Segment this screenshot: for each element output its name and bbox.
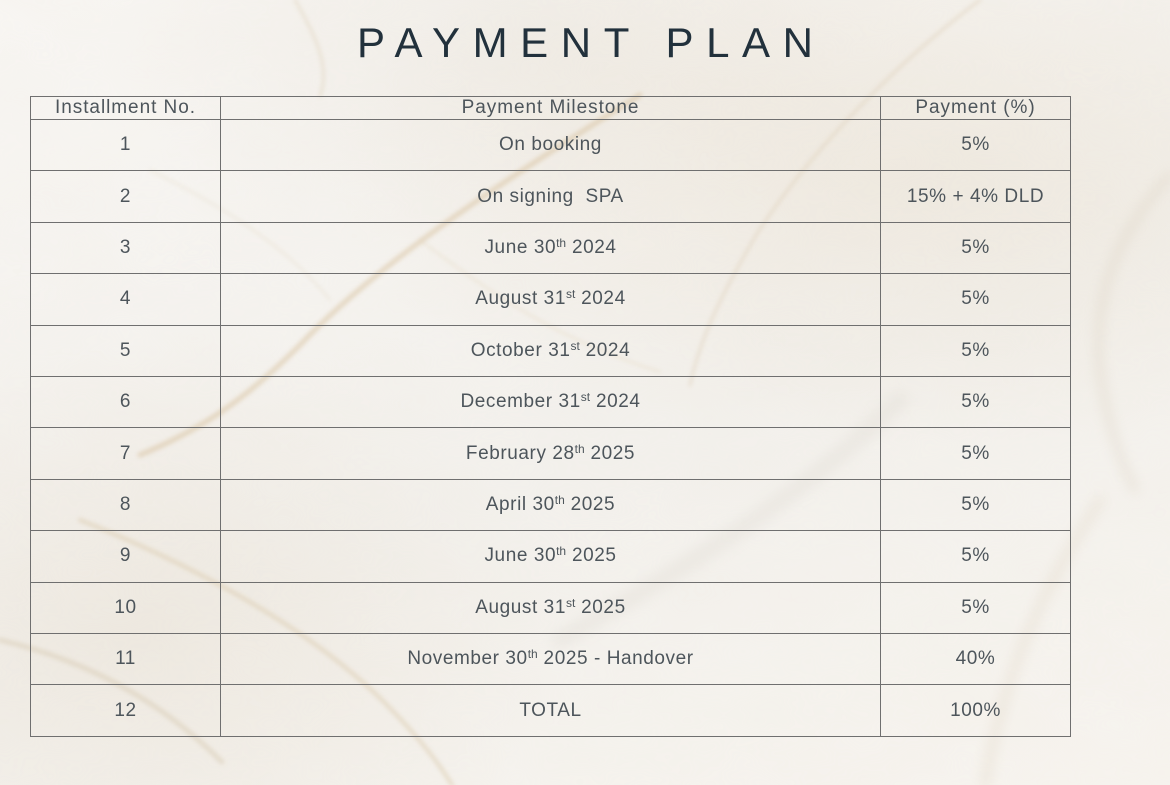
ordinal-suffix: th: [556, 236, 567, 251]
payment-percent-cell: 5%: [881, 428, 1071, 479]
milestone-text: April 30: [485, 494, 555, 516]
payment-percent-cell: 5%: [881, 120, 1071, 171]
milestone-cell: [221, 685, 881, 737]
payment-percent-cell: 15% + 4% DLD: [881, 171, 1071, 222]
installment-no-cell: 12: [31, 685, 221, 737]
ordinal-suffix: st: [565, 287, 576, 302]
table-row: [31, 685, 1071, 737]
ordinal-suffix: th: [574, 441, 585, 456]
installment-no-cell: 1: [31, 120, 221, 171]
milestone-cell: [221, 634, 881, 685]
table-row: [31, 634, 1071, 685]
payment-percent-cell: 5%: [881, 222, 1071, 273]
ordinal-suffix: th: [556, 544, 567, 559]
payment-percent-cell: 5%: [881, 325, 1071, 376]
ordinal-suffix: th: [554, 493, 565, 508]
installment-no-cell: 5: [31, 325, 221, 376]
milestone-text: October 31: [470, 339, 571, 361]
payment-percent-cell: 5%: [881, 531, 1071, 582]
table-row: [31, 274, 1071, 325]
payment-table-body: [31, 120, 1071, 737]
milestone-text: June 30: [484, 545, 557, 567]
header-payment-milestone: Payment Milestone: [221, 97, 881, 120]
table-row: [31, 428, 1071, 479]
table-row: [31, 325, 1071, 376]
milestone-cell: [221, 120, 881, 171]
payment-plan-table: [30, 96, 1071, 737]
milestone-text: August 31: [475, 288, 566, 310]
table-row: [31, 377, 1071, 428]
installment-no-cell: 3: [31, 222, 221, 273]
milestone-text: June 30: [484, 237, 557, 259]
milestone-text: 2025 - Handover: [537, 648, 694, 670]
milestone-text: November 30: [407, 648, 528, 670]
payment-percent-cell: 5%: [881, 479, 1071, 530]
milestone-text: 2025: [566, 545, 617, 567]
milestone-text: 2025: [575, 596, 626, 618]
installment-no-cell: 7: [31, 428, 221, 479]
milestone-text: 2025: [584, 442, 636, 464]
milestone-cell: [221, 377, 881, 428]
milestone-cell: [221, 582, 881, 633]
milestone-cell: [221, 325, 881, 376]
milestone-cell: [221, 171, 881, 222]
payment-percent-cell: 5%: [881, 274, 1071, 325]
milestone-text: December 31: [460, 391, 581, 413]
installment-no-cell: 10: [31, 582, 221, 633]
installment-no-cell: 11: [31, 634, 221, 685]
installment-no-cell: 4: [31, 274, 221, 325]
milestone-cell: [221, 274, 881, 325]
installment-no-cell: 2: [31, 171, 221, 222]
table-row: [31, 582, 1071, 633]
table-row: [31, 222, 1071, 273]
header-installment-no: Installment No.: [31, 97, 221, 120]
milestone-text: On booking: [499, 134, 602, 156]
installment-no-cell: 8: [31, 479, 221, 530]
header-payment-percent: Payment (%): [881, 97, 1071, 120]
ordinal-suffix: st: [565, 595, 576, 610]
table-header-row: [31, 97, 1071, 120]
milestone-text: 2024: [575, 288, 626, 310]
milestone-text: 2024: [590, 391, 641, 413]
page-title: PAYMENT PLAN: [356, 19, 826, 66]
milestone-cell: [221, 222, 881, 273]
table-row: [31, 120, 1071, 171]
milestone-text: 2024: [579, 339, 631, 361]
milestone-text: August 31: [475, 596, 566, 618]
ordinal-suffix: st: [580, 390, 591, 405]
payment-percent-cell: 40%: [881, 634, 1071, 685]
milestone-text: On signing SPA: [477, 185, 624, 207]
milestone-text: 2025: [564, 494, 616, 516]
milestone-cell: [221, 531, 881, 582]
milestone-text: February 28: [465, 442, 575, 464]
table-row: [31, 171, 1071, 222]
milestone-text: TOTAL: [519, 699, 582, 721]
ordinal-suffix: th: [527, 647, 538, 662]
milestone-text: 2024: [566, 237, 617, 259]
payment-percent-cell: 100%: [881, 685, 1071, 737]
table-row: [31, 479, 1071, 530]
payment-percent-cell: 5%: [881, 582, 1071, 633]
ordinal-suffix: st: [570, 338, 580, 353]
table-row: [31, 531, 1071, 582]
payment-percent-cell: 5%: [881, 377, 1071, 428]
milestone-cell: [221, 428, 881, 479]
installment-no-cell: 6: [31, 377, 221, 428]
installment-no-cell: 9: [31, 531, 221, 582]
milestone-cell: [221, 479, 881, 530]
